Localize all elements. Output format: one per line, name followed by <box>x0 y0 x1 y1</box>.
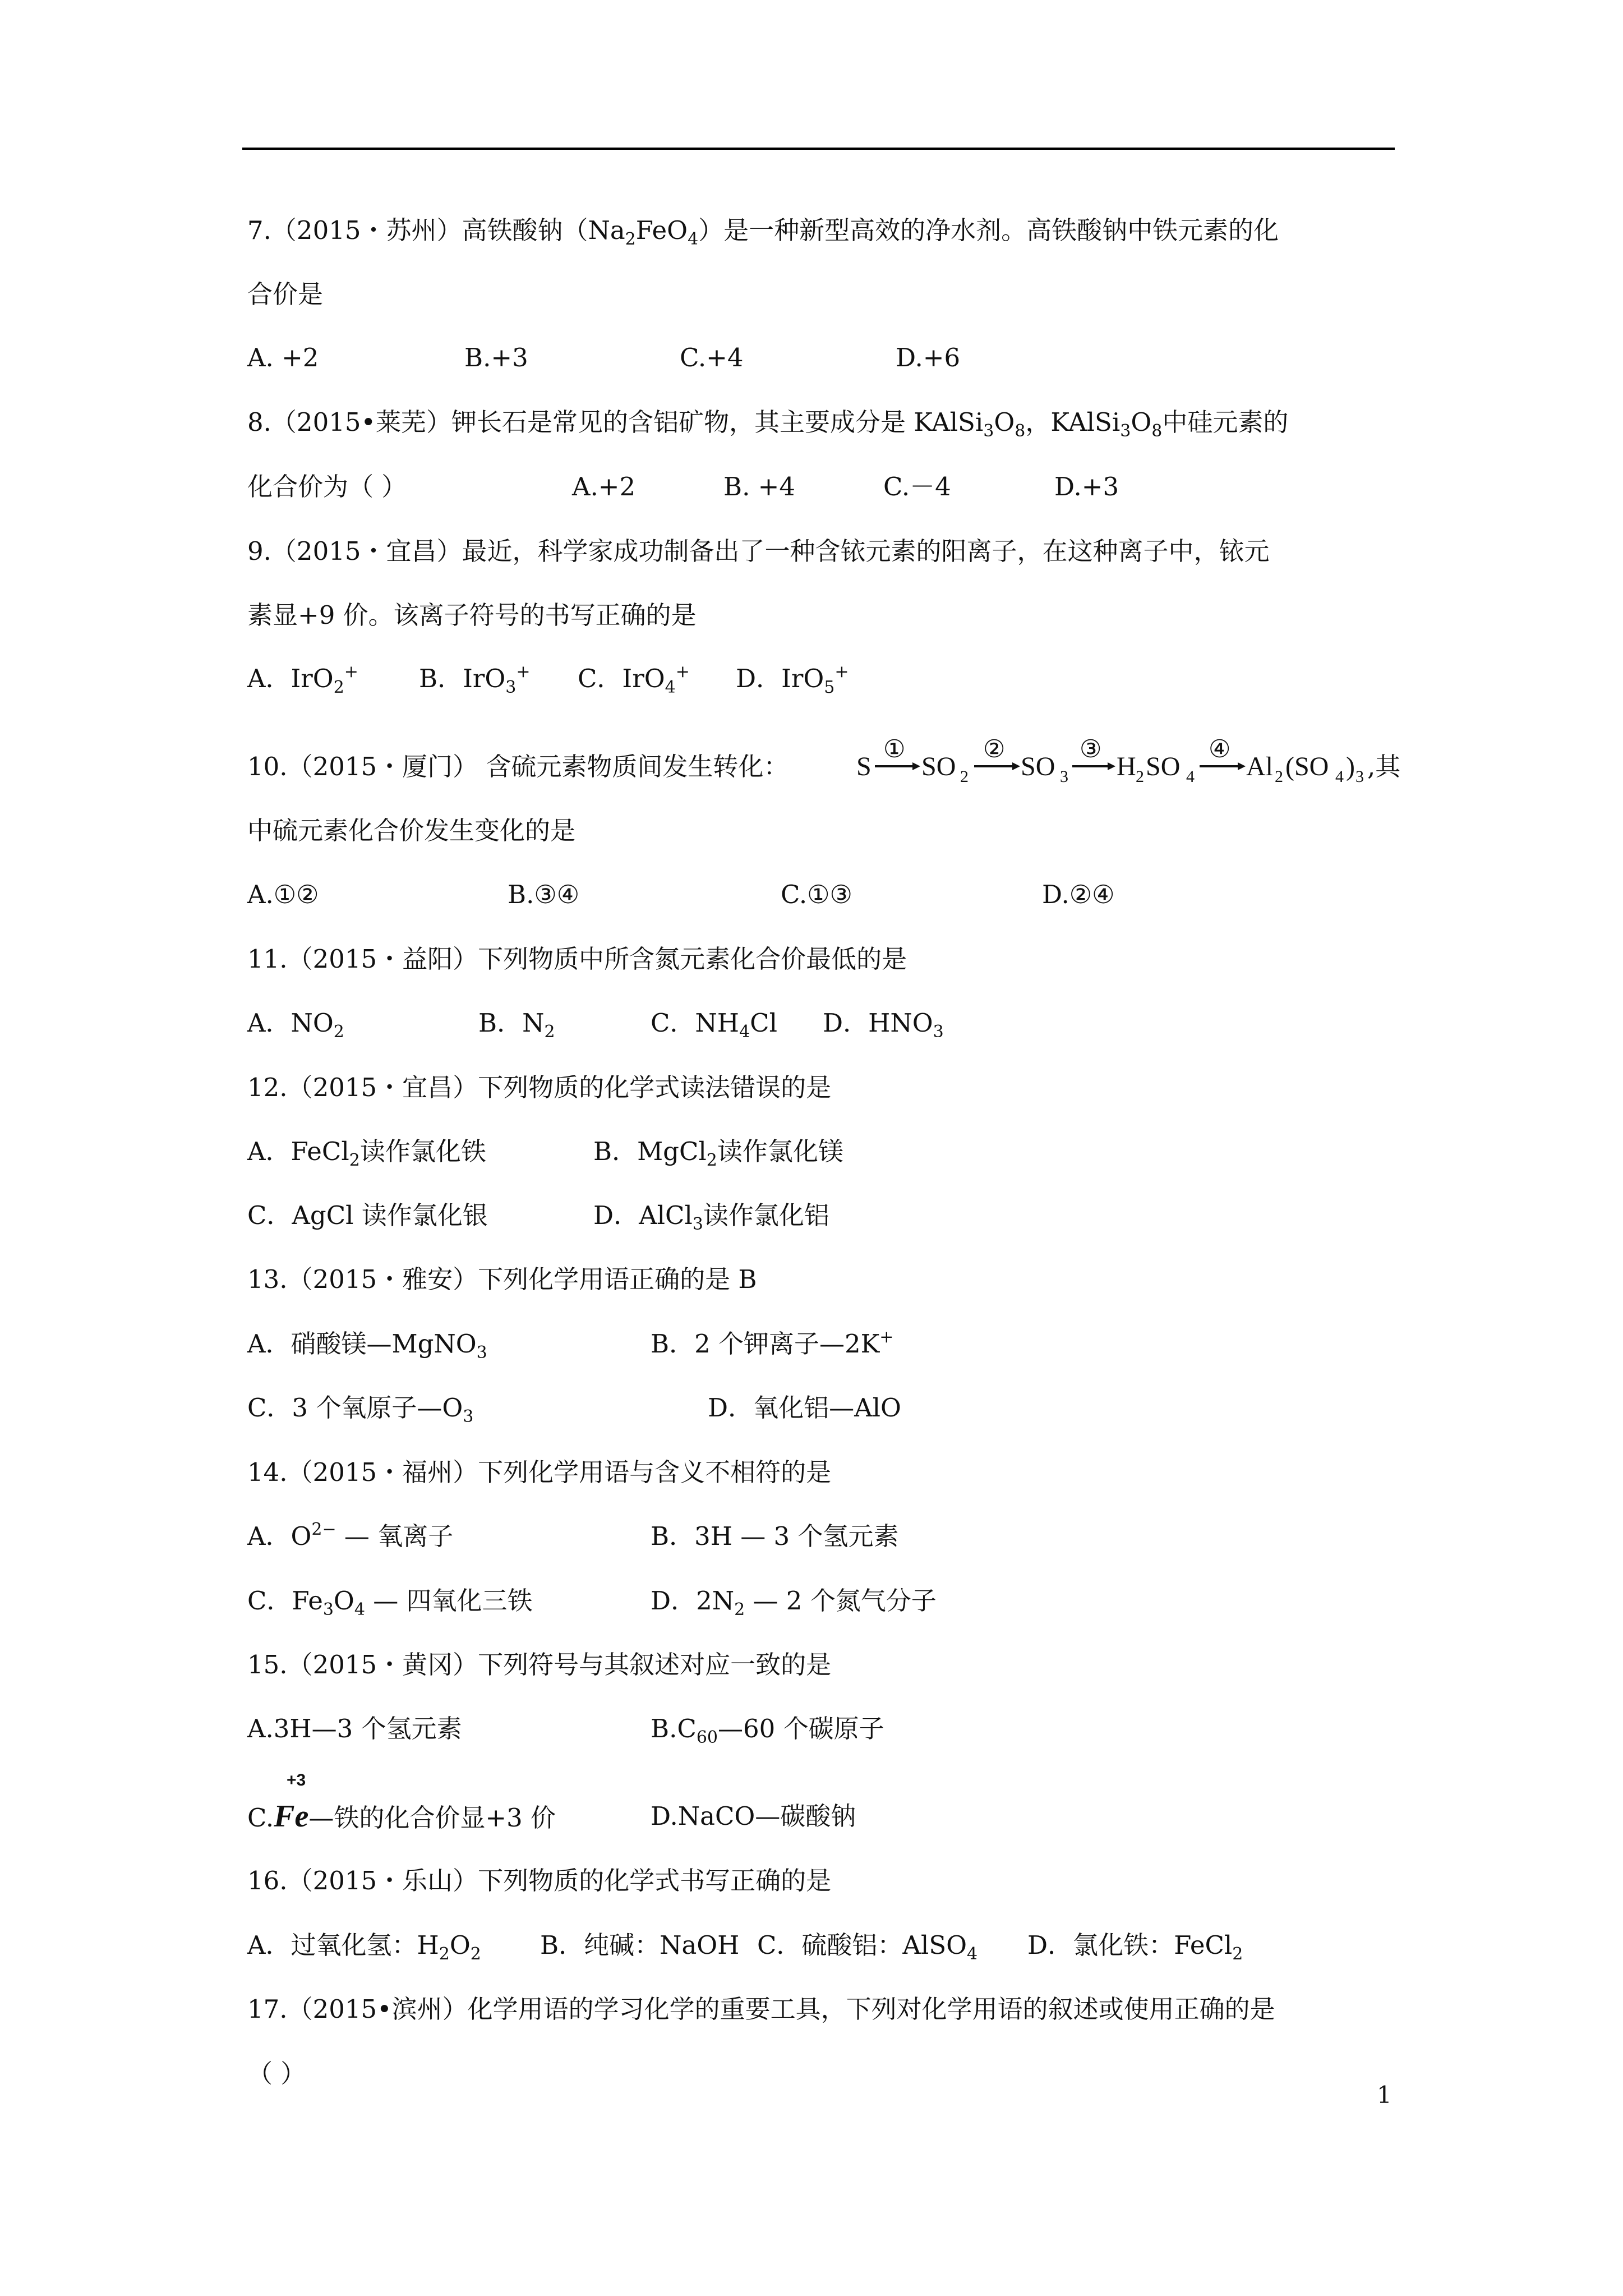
q12-option-d[interactable]: D．AlCl$_3$读作氯化铝 <box>593 1200 829 1234</box>
q11-option-a[interactable]: A．$NO_2$ <box>247 1008 344 1042</box>
header-rule <box>242 148 1395 150</box>
chain-species-al2so43-sub: 3 <box>1355 767 1364 786</box>
q10-option-a[interactable]: A.①② <box>247 880 319 909</box>
q16-option-a[interactable]: A．过氧化氢：$H_2O_2$ <box>247 1930 481 1964</box>
question-7-stem: 7.（2015・苏州）高铁酸钠$(Na_2FeO_4)$是一种新型高效的净水剂。高铁酸钠中铁元素的化 <box>247 215 1279 249</box>
q14-option-c[interactable]: C．$Fe_3O_4$ — 四氧化三铁 <box>247 1586 533 1619</box>
q8-option-a[interactable]: A.+2 <box>572 472 636 501</box>
chain-species-so3-sub: 3 <box>1060 767 1068 786</box>
q14-option-a[interactable]: A．$O^{2-}$ — 氧离子 <box>247 1520 454 1551</box>
chain-species-so4-open: (SO <box>1285 752 1329 781</box>
chain-species-so4-close: ) <box>1346 752 1355 781</box>
chain-species-al-sub: 2 <box>1275 767 1283 786</box>
chain-species-so3: SO <box>1021 752 1055 781</box>
q9-option-d[interactable]: D．IrO$_5$+ <box>736 662 849 697</box>
q9-option-a[interactable]: A．IrO$_2$+ <box>247 662 358 697</box>
question-17-stem: 17.（2015•滨州）化学用语的学习化学的重要工具，下列对化学用语的叙述或使用正确的是 <box>247 1994 1275 2024</box>
question-9-stem: 9.（2015・宜昌）最近，科学家成功制备出了一种含铱元素的阳离子，在这种离子中，铱元 <box>247 536 1270 566</box>
question-8-stem-cont: 化合价为（ ） <box>247 472 407 501</box>
chain-species-h2so4-so: SO <box>1146 752 1181 781</box>
q13-option-c[interactable]: C．3 个氧原子$—O_3$ <box>247 1393 474 1427</box>
q7-option-c[interactable]: C.+4 <box>680 343 744 372</box>
q8-option-d[interactable]: D.+3 <box>1054 472 1119 501</box>
q12-option-a[interactable]: A．FeCl$_2$读作氯化铁 <box>247 1137 486 1170</box>
q16-option-c[interactable]: C．硫酸铝：AlSO$_4$ <box>757 1930 978 1964</box>
q15-option-d[interactable]: D.NaCO—碳酸钠 <box>651 1801 856 1831</box>
question-16-stem: 16.（2015・乐山）下列物质的化学式书写正确的是 <box>247 1866 832 1895</box>
sulfur-conversion-chain <box>850 729 1366 791</box>
q8-option-c[interactable]: C.－4 <box>883 472 951 501</box>
step-4-marker: ④ <box>1209 735 1231 763</box>
q14-option-b[interactable]: B．3H — 3 个氢元素 <box>651 1521 899 1551</box>
q7-option-a[interactable]: A. +2 <box>247 343 319 372</box>
q13-option-d[interactable]: D．氧化铝—AlO <box>708 1393 901 1423</box>
question-13-stem: 13.（2015・雅安）下列化学用语正确的是 B <box>247 1264 757 1294</box>
question-17-blank: （ ） <box>247 2059 306 2088</box>
q13-option-a[interactable]: A．硝酸镁—MgNO$_3$ <box>247 1329 487 1363</box>
q11-option-b[interactable]: B．$N_2$ <box>478 1008 555 1042</box>
chain-species-so2-sub: 2 <box>960 767 969 786</box>
q8-option-b[interactable]: B. +4 <box>723 472 796 501</box>
question-9-stem-cont: 素显+9 价。该离子符号的书写正确的是 <box>247 600 697 630</box>
q13-option-b[interactable]: B．2 个钾离子—2K+ <box>651 1327 894 1359</box>
chain-species-h2so4-sub2: 4 <box>1186 767 1195 786</box>
q9-option-b[interactable]: B．IrO$_3$+ <box>419 662 531 697</box>
step-3-marker: ③ <box>1080 735 1102 763</box>
chain-species-h2so4-h: H <box>1117 752 1136 781</box>
question-11-stem: 11.（2015・益阳）下列物质中所含氮元素化合价最低的是 <box>247 944 907 974</box>
q10-option-b[interactable]: B.③④ <box>508 880 580 909</box>
q15-option-a[interactable]: A.3H—3 个氢元素 <box>247 1714 462 1743</box>
question-7-stem-cont: 合价是 <box>247 279 324 309</box>
q10-option-c[interactable]: C.①③ <box>781 880 852 909</box>
step-1-marker: ① <box>883 735 906 763</box>
q9-option-c[interactable]: C．IrO$_4$+ <box>578 662 690 697</box>
chain-species-s: S <box>856 752 872 781</box>
chain-species-al: Al <box>1246 752 1273 781</box>
question-10-stem: 10.（2015・厦门） 含硫元素物质间发生转化： <box>247 752 789 781</box>
question-10-stem-cont: 中硫元素化合价发生变化的是 <box>247 816 576 845</box>
page-number: 1 <box>1377 2081 1392 2109</box>
question-14-stem: 14.（2015・福州）下列化学用语与含义不相符的是 <box>247 1457 832 1487</box>
question-12-stem: 12.（2015・宜昌）下列物质的化学式读法错误的是 <box>247 1073 832 1102</box>
q16-option-d[interactable]: D．氯化铁：FeCl$_2$ <box>1027 1930 1243 1964</box>
q10-option-d[interactable]: D.②④ <box>1042 880 1115 909</box>
q7-option-d[interactable]: D.+6 <box>896 343 961 372</box>
question-10-stem-tail: ,其 <box>1367 752 1401 781</box>
fe-valence-symbol: Fe <box>274 1799 309 1834</box>
q11-option-d[interactable]: D．$HNO_3$ <box>823 1008 944 1042</box>
question-8-stem: 8.（2015•莱芜）钾长石是常见的含铝矿物，其主要成分是 $KAlSi_3O_8$，$KAlSi_3O_8$中硅元素的 <box>247 407 1289 441</box>
fe-valence-superscript: +3 <box>287 1771 306 1789</box>
chain-species-so2: SO <box>921 752 956 781</box>
question-15-stem: 15.（2015・黄冈）下列符号与其叙述对应一致的是 <box>247 1650 832 1680</box>
q16-option-b[interactable]: B．纯碱：NaOH <box>540 1930 740 1960</box>
q11-option-c[interactable]: C．$NH_4Cl$ <box>651 1008 777 1042</box>
chain-species-h2so4-sub1: 2 <box>1136 767 1144 786</box>
q15-option-b[interactable]: $B.C_{60}—60$ 个碳原子 <box>651 1714 884 1747</box>
q12-option-c[interactable]: C．AgCl 读作氯化银 <box>247 1200 488 1230</box>
q7-option-b[interactable]: B.+3 <box>464 343 528 372</box>
q15-option-c[interactable]: C.Fe—铁的化合价显+3 价 <box>247 1799 556 1834</box>
q12-option-b[interactable]: B．MgCl$_2$读作氯化镁 <box>593 1137 843 1170</box>
q14-option-d[interactable]: D．$2N_2$ — 2 个氮气分子 <box>651 1586 937 1619</box>
chain-species-so4-sub: 4 <box>1335 767 1344 786</box>
step-2-marker: ② <box>983 735 1006 763</box>
